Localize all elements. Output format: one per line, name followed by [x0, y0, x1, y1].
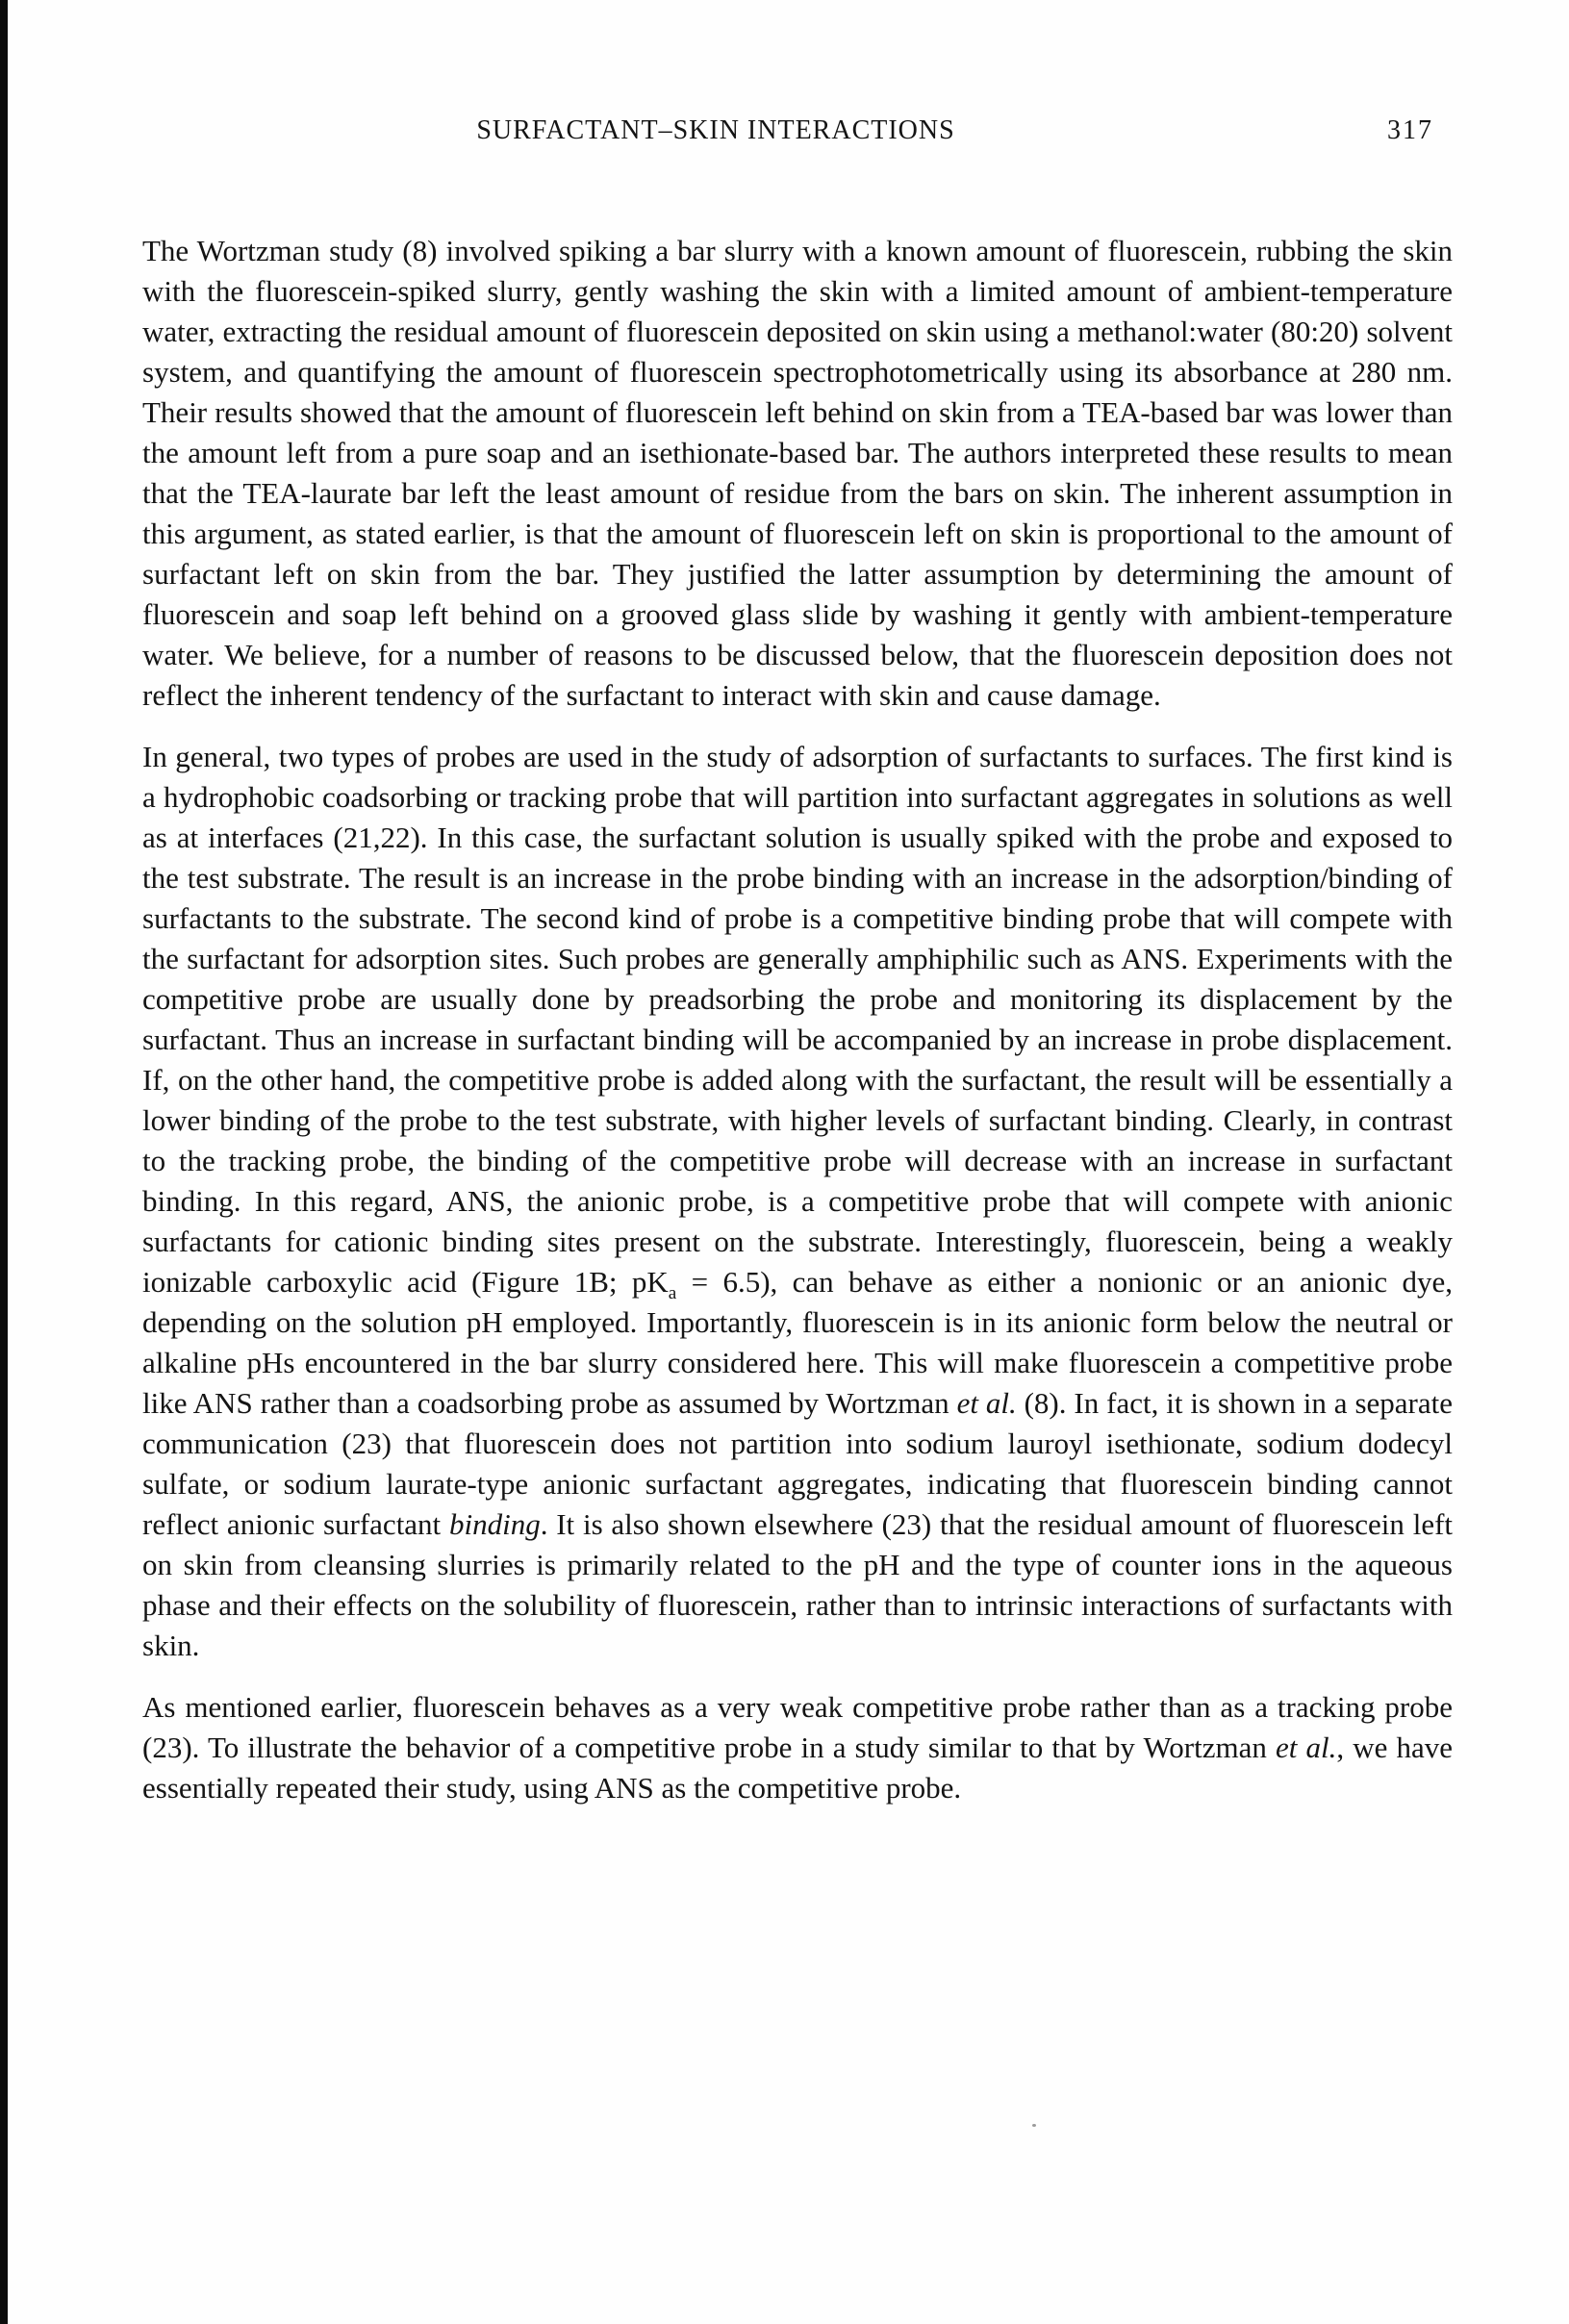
running-head-title: SURFACTANT–SKIN INTERACTIONS: [476, 115, 955, 145]
page-header: [142, 114, 1453, 148]
page-body: [142, 231, 1453, 1808]
scan-edge-artifact: [0, 0, 8, 2324]
scan-speck-artifact: [1032, 2124, 1036, 2127]
page-number: 317: [1387, 115, 1433, 145]
paragraph-ans-repeat-study: As mentioned earlier, fluorescein behaves as a very weak competitive probe rather than as a tracking probe (23). To illustrate the behavior of a competitive probe in a study similar to that by Wortzman et al., we have essentially repeated their study, using ANS as the competitive probe.: [142, 1690, 1453, 1805]
paragraph-probe-types: In general, two types of probes are used in the study of adsorption of surfactants to surfaces. The first kind is a hydrophobic coadsorbing or tracking probe that will partition into surfactant aggregates in solutions as well as at interfaces (21,22). In this case, the surfactant solution is usually spiked with the probe and exposed to the test substrate. The result is an increase in the probe binding with an increase in the adsorption/binding of surfactants to the substrate. The second kind of probe is a competitive binding probe that will compete with the surfactant for adsorption sites. Such probes are generally amphiphilic such as ANS. Experiments with the competitive probe are usually done by preadsorbing the probe and monitoring its displacement by the surfactant. Thus an increase in surfactant binding will be accompanied by an increase in probe displacement. If, on the other hand, the competitive probe is added along with the surfactant, the result will be essentially a lower binding of the probe to the test substrate, with higher levels of surfactant binding. Clearly, in contrast to the tracking probe, the binding of the competitive probe will decrease with an increase in surfactant binding. In this regard, ANS, the anionic probe, is a competitive probe that will compete with anionic surfactants for cationic binding sites present on the substrate. Interestingly, fluorescein, being a weakly ionizable carboxylic acid (Figure 1B; $pK_a = 6.5$), can behave as either a nonionic or an anionic dye, depending on the solution pH employed. Importantly, fluorescein is in its anionic form below the neutral or alkaline pHs encountered in the bar slurry considered here. This will make fluorescein a competitive probe like ANS rather than a coadsorbing probe as assumed by Wortzman et al. (8). In fact, it is shown in a separate communication (23) that fluorescein does not partition into sodium lauroyl isethionate, sodium dodecyl sulfate, or sodium laurate-type anionic surfactant aggregates, indicating that fluorescein binding cannot reflect anionic surfactant binding. It is also shown elsewhere (23) that the residual amount of fluorescein left on skin from cleansing slurries is primarily related to the pH and the type of counter ions in the aqueous phase and their effects on the solubility of fluorescein, rather than to intrinsic interactions of surfactants with skin.: [142, 740, 1454, 1662]
paragraph-wortzman-study: The Wortzman study (8) involved spiking a bar slurry with a known amount of fluorescein, rubbing the skin with the fluorescein-spiked slurry, gently washing the skin with a limited amount of ambient-temperature water, extracting the residual amount of fluorescein deposited on skin using a methanol:water (80:20) solvent system, and quantifying the amount of fluorescein spectrophotometrically using its absorbance at 280 nm. Their results showed that the amount of fluorescein left behind on skin from a TEA-based bar was lower than the amount left from a pure soap and an isethionate-based bar. The authors interpreted these results to mean that the TEA-laurate bar left the least amount of residue from the bars on skin. The inherent assumption in this argument, as stated earlier, is that the amount of fluorescein left on skin is proportional to the amount of surfactant left on skin from the bar. They justified the latter assumption by determining the amount of fluorescein and soap left behind on a grooved glass slide by washing it gently with ambient-temperature water. We believe, for a number of reasons to be discussed below, that the fluorescein deposition does not reflect the inherent tendency of the surfactant to interact with skin and cause damage.: [142, 234, 1453, 712]
